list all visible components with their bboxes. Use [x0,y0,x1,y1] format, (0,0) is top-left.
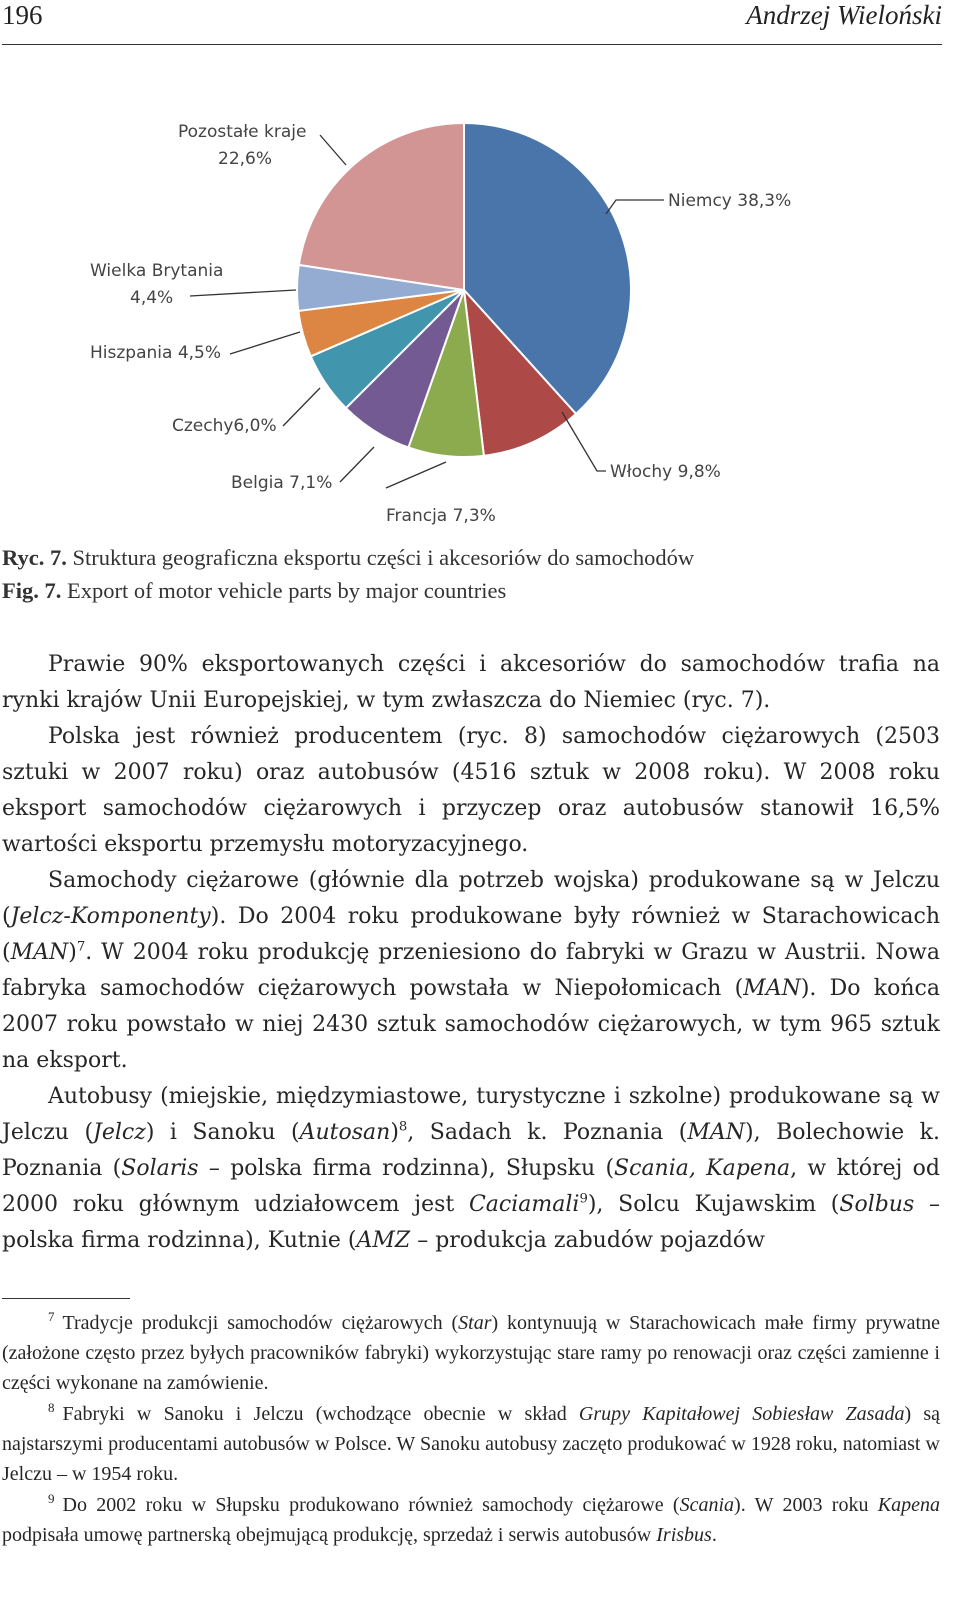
paragraph: Polska jest również producentem (ryc. 8) samochodów ciężarowych (2503 sztuki w 2007 roku) oraz autobusów (4516 sztuk w 2008 roku). W 2008 roku eksport samochodów ciężarowych i przyczep oraz autobusów stanowił 16,5% wartości eksportu przemysłu motoryzacyjnego. [2,724,940,857]
company-name: Autosan [299,1120,391,1145]
slice-label: Wielka Brytania [90,261,224,281]
slice-label: Francja 7,3% [386,506,496,526]
text-run: ) i Sanoku ( [145,1120,300,1145]
footnote-ref: 8 [398,1119,408,1135]
company-name: MAN [687,1120,746,1145]
slice-label: Pozostałe kraje [178,122,307,142]
text-run: . [711,1524,717,1546]
company-name: Jelcz-Komponenty [10,904,211,929]
footnote-number: 8 [48,1400,55,1416]
slice-label: Włochy 9,8% [610,462,721,482]
footnote-number: 7 [48,1309,55,1325]
caption-en [2,578,506,604]
text-run: Do 2002 roku w Słupsku produkowano również samochody ciężarowe ( [62,1494,680,1516]
company-name: Solbus [839,1192,915,1217]
company-name: Caciamali [468,1192,580,1217]
text-run: ) kontynuują w Starachowicach małe firmy prywatne (założone często przez byłych pracowników fabryki) wykorzystując stare ramy po renowacji oraz części zamienne i części wykonane na zamówienie. [2,1312,940,1394]
slice-label: Niemcy 38,3% [668,191,792,211]
company-name: MAN [10,940,69,965]
page-number: 196 [2,0,43,30]
text-run: ). Do 2004 roku produkowane były również w Starachowicach ( [2,904,940,965]
caption-pl [2,545,694,571]
pie-chart [0,60,960,540]
caption-pl-prefix: Ryc. 7. [2,545,67,570]
slice-label-value: 22,6% [218,149,273,169]
text-run: ), Solcu Kujawskim ( [587,1192,840,1217]
company-name: Scania, Kapena [614,1156,791,1181]
slice-label: Czechy6,0% [172,416,277,436]
footnote-divider [2,1298,130,1299]
leader-line [283,388,320,426]
text-run: . W 2004 roku produkcję przeniesiono do fabryki w Grazu w Austrii. Nowa fabryka samochodów ciężarowych powstała w Niepołomicach ( [2,940,940,1001]
text-run: ) są najstarszymi producentami autobusów w Polsce. W Sanoku autobusy zaczęto produkować w 1928 roku, natomiast w Jelczu – w 1954 roku. [2,1403,940,1485]
footnote-ref: 7 [76,939,86,955]
pie-slice-pozostałe-kraje [299,123,464,290]
text-run: ) [68,940,77,965]
company-name: Kapena [877,1494,941,1516]
paragraph: Prawie 90% eksportowanych części i akcesoriów do samochodów trafia na rynki krajów Unii Europejskiej, w tym zwłaszcza do Niemiec (ryc. 7). [2,652,940,713]
caption-en-text: Export of motor vehicle parts by major countries [61,578,507,603]
text-run: , w której od 2000 roku głównym udziałowcem jest [2,1156,940,1217]
company-name: Jelcz [93,1120,146,1145]
company-name: Solaris [121,1156,199,1181]
leader-line [190,290,296,296]
leader-line [340,447,374,482]
footnote-9 [2,1490,940,1550]
leader-line [320,135,346,165]
footnote-7 [2,1308,940,1398]
footnotes [2,1308,940,1551]
footnote-ref: 9 [579,1191,588,1207]
company-name: Scania [679,1494,735,1516]
text-run: ). Do końca 2007 roku powstało w niej 2430 sztuk samochodów ciężarowych, w tym 965 sztuk na eksport. [2,976,940,1073]
paragraph [2,1079,940,1259]
company-name: MAN [743,976,801,1001]
text-run: Autobusy (miejskie, międzymiastowe, turystyczne i szkolne) produkowane są w Jelczu ( [2,1084,940,1145]
caption-en-prefix: Fig. 7. [2,578,62,603]
text-run: , Sadach k. Poznania ( [407,1120,688,1145]
main-text [2,647,940,1259]
text-run: Samochody ciężarowe (głównie dla potrzeb wojska) produkowane są w Jelczu ( [2,868,940,929]
footnote-number: 9 [48,1491,55,1507]
footnote-8 [2,1399,940,1489]
text-run: Tradycje produkcji samochodów ciężarowych ( [62,1312,459,1334]
company-name: Grupy Kapitałowej Sobiesław Zasada [578,1403,905,1425]
leader-line [386,462,446,488]
leader-line [230,332,300,354]
text-run: podpisała umowę partnerską obejmującą produkcję, sprzedaż i serwis autobusów [2,1524,657,1546]
text-run: – polska firma rodzinna), Słupsku ( [198,1156,615,1181]
paragraph [2,863,940,1079]
text-run: ) [390,1120,399,1145]
author-name: Andrzej Wieloński [746,0,942,30]
slice-label: Belgia 7,1% [231,473,333,493]
text-run: – produkcja zabudów pojazdów [410,1228,766,1253]
text-run: ), Bolechowie k. Poznania ( [2,1120,940,1181]
text-run: ). W 2003 roku [734,1494,878,1516]
slice-label: Hiszpania 4,5% [90,343,222,363]
slice-label-value: 4,4% [130,288,174,308]
company-name: Irisbus [656,1524,712,1546]
company-name: Star [458,1312,492,1334]
leader-line [606,200,664,214]
text-run: – polska firma rodzinna), Kutnie ( [2,1192,940,1253]
text-run: Fabryki w Sanoku i Jelczu (wchodzące obecnie w skład [62,1403,579,1425]
running-header [2,0,942,45]
caption-pl-text: Struktura geograficzna eksportu części i akcesoriów do samochodów [66,545,695,570]
company-name: AMZ [356,1228,411,1253]
